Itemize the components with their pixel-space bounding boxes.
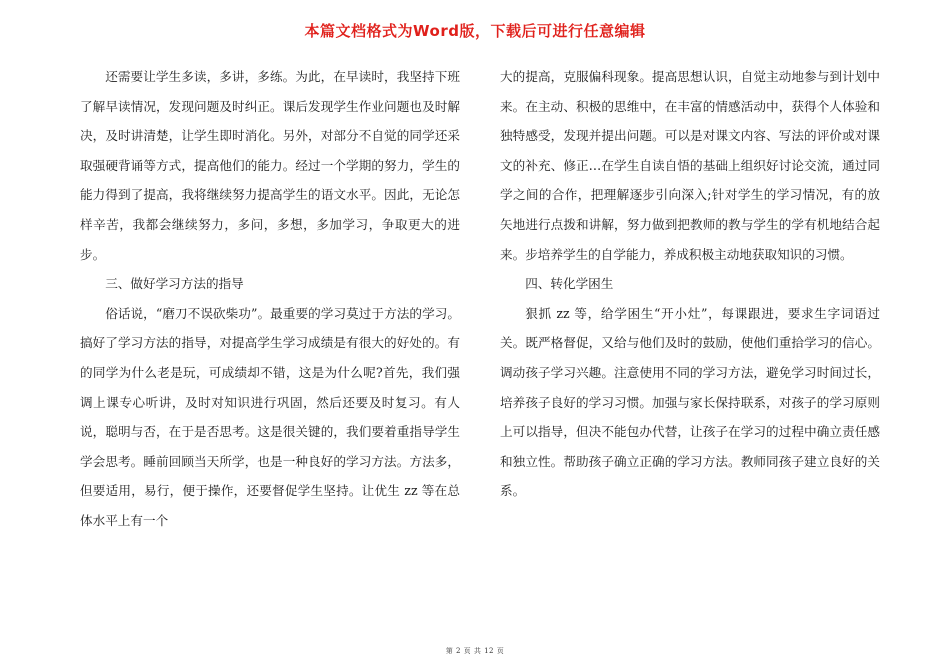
paragraph-continuation-right: 大的提高，克服偏科现象。提高思想认识，自觉主动地参与到计划中来。在主动、积极的思维中，在丰富的情感活动中，获得个人体验和独特感受，发现并提出问题。可以是对课文内容、写法的评价或对课文的补充、修正…在学生自读自悟的基础上组织好讨论交流，通过同学之间的合作，把理解逐步引向深入;针对学生的学习情况，有的放矢地进行点拨和讲解，努力做到把教师的教与学生的学有机地结合起来。步培养学生的自学能力，养成积极主动地获取知识的习惯。 [500, 69, 880, 262]
right-text-column [500, 62, 880, 506]
paragraph-continuation: 还需要让学生多读，多讲，多练。为此，在早读时，我坚持下班了解早读情况，发现问题及时纠正。课后发现学生作业问题也及时解决，及时讲清楚，让学生即时消化。另外，对部分不自觉的同学还采取强硬背诵等方式，提高他们的能力。经过一个学期的努力，学生的能力得到了提高，我将继续努力提高学生的语文水平。因此，无论怎样辛苦，我都会继续努力，多问，多想，多加学习，争取更大的进步。 [80, 69, 460, 262]
download-notice-banner: 本篇文档格式为Word版，下载后可进行任意编辑 [304, 22, 646, 40]
page-number: 第 2 页 共 12 页 [445, 647, 505, 655]
paragraph-study-methods: 俗话说，“磨刀不误砍柴功”。最重要的学习莫过于方法的学习。搞好了学习方法的指导，对提高学生学习成绩是有很大的好处的。有的同学为什么老是玩，可成绩却不错，这是为什么呢?首先，我们强调上课专心听讲，及时对知识进行巩固，然后还要及时复习。有人说，聪明与否，在于是否思考。这是很关键的，我们要着重指导学生学会思考。睡前回顾当天所学，也是一种良好的学习方法。方法多，但要适用，易行，便于操作，还要督促学生坚持。让优生 zz 等在总体水平上有一个 [80, 305, 460, 528]
left-text-column [80, 62, 460, 536]
section-heading-study-methods: 三、做好学习方法的指导 [105, 276, 244, 292]
paragraph-struggling-students: 狠抓 zz 等，给学困生“开小灶”，每课跟进，要求生字词语过关。既严格督促，又给与他们及时的鼓励，使他们重拾学习的信心。调动孩子学习兴趣。注意使用不同的学习方法，避免学习时间过长，培养孩子良好的学习习惯。加强与家长保持联系，对孩子的学习原则上可以指导，但决不能包办代替，让孩子在学习的过程中确立责任感和独立性。帮助孩子确立正确的学习方法。教师同孩子建立良好的关系。 [500, 305, 880, 499]
section-heading-struggling-students: 四、转化学困生 [525, 276, 614, 292]
